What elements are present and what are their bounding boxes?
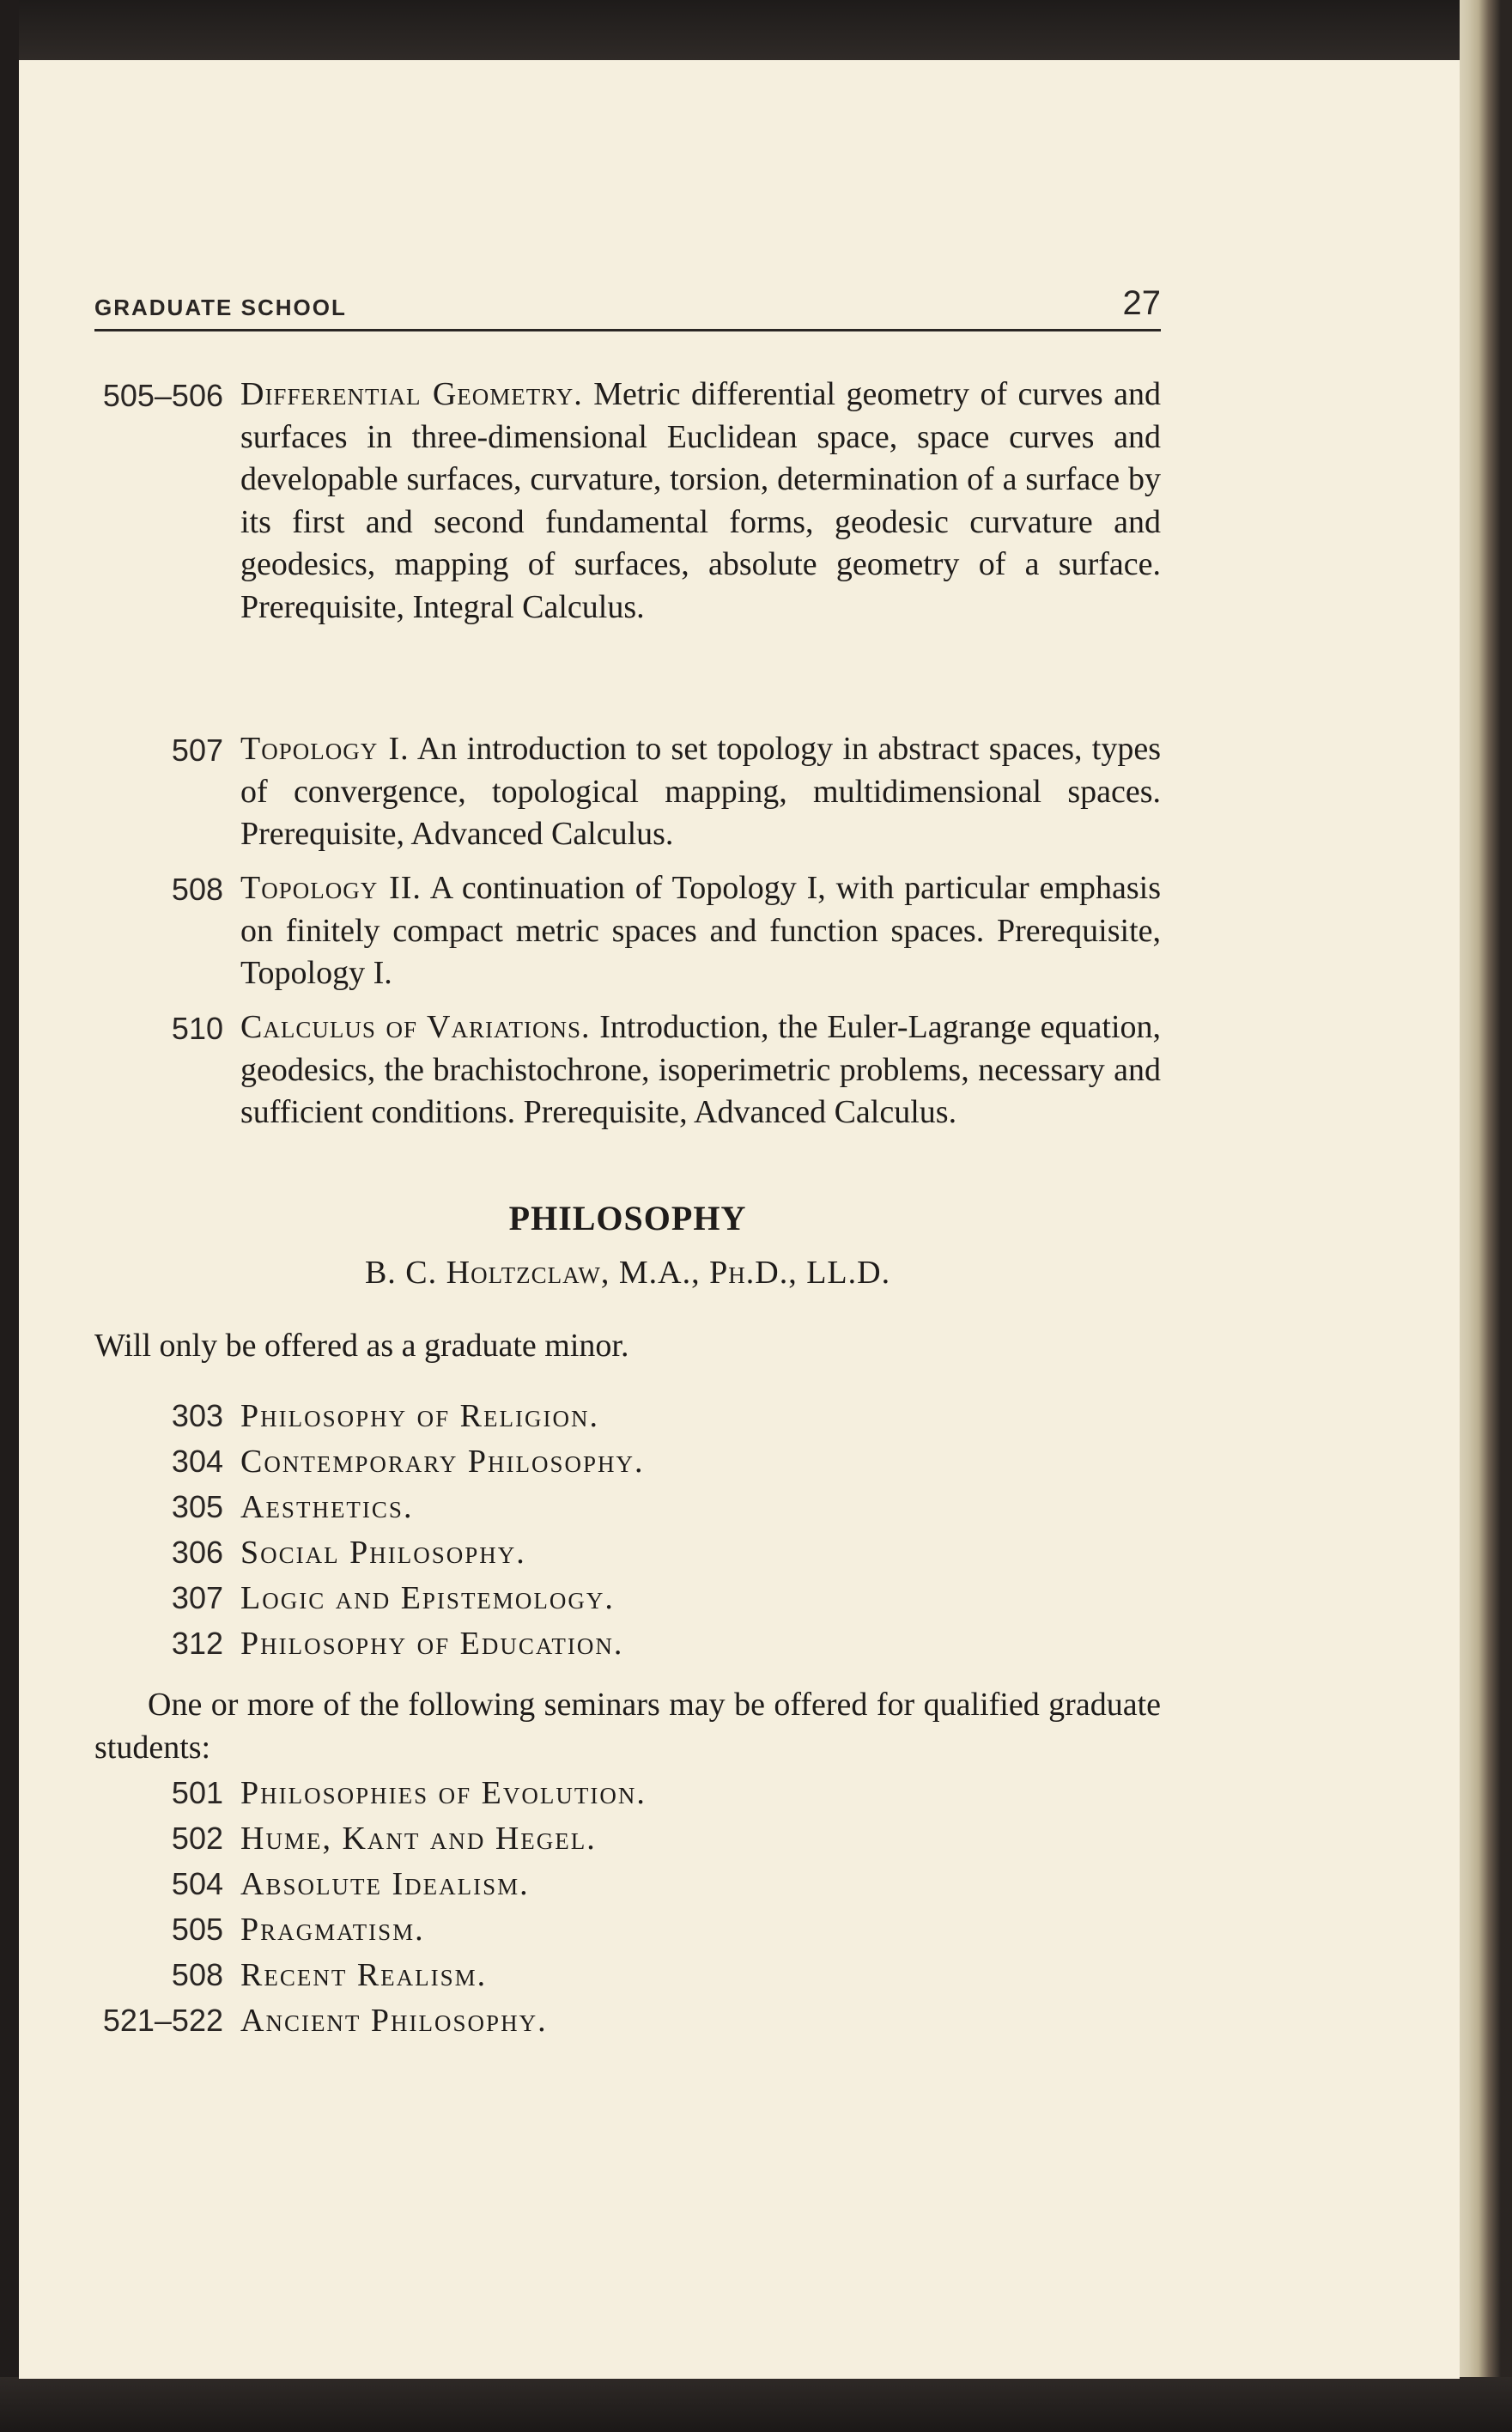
minor-note: Will only be offered as a graduate minor. [94,1328,629,1364]
page-content [19,60,1460,2379]
course-title: Aesthetics. [240,1489,414,1525]
department-heading: PHILOSOPHY [508,1199,747,1237]
seminar-intro: One or more of the following seminars may be offered for qualified graduate students: [94,1687,1161,1766]
section-title: GRADUATE SCHOOL [94,295,347,320]
faculty-name: B. C. Holtzclaw, M.A., Ph.D., LL.D. [364,1255,891,1291]
seminar-course [94,1818,1161,1859]
course-title: Philosophy of Education. [240,1626,624,1662]
course-title: Calculus of Variations. [240,1009,591,1045]
course-title: Differential Geometry. [240,376,583,412]
philosophy-course [94,1395,1161,1437]
course-description: Introduction, the Euler-Lagrange equation, geodesics, the brachistochrone, isoperimetric problems, necessary and sufficient conditions. Prerequisite, Advanced Calculus. [240,1009,1162,1130]
course-number: 312 [171,1626,223,1661]
course-title: Logic and Epistemology. [240,1580,615,1616]
course-number: 508 [171,1957,223,1992]
course-description-block [240,867,1161,995]
course-number: 501 [171,1775,223,1810]
course-number: 510 [171,1011,223,1046]
course-description-block [240,1006,1161,1134]
course-description: A continuation of Topology I, with particular emphasis on finitely compact metric spaces and function spaces. Prerequisite, Topology I. [240,870,1161,991]
course-number: 303 [171,1398,223,1433]
course-title: Topology II. [240,870,422,906]
seminar-course [94,2000,1161,2041]
course-title: Absolute Idealism. [240,1866,530,1902]
philosophy-course [94,1578,1161,1619]
course-number: 508 [171,872,223,907]
seminar-course [94,1955,1161,1996]
course-title: Hume, Kant and Hegel. [240,1821,597,1857]
course-title: Topology I. [240,731,410,767]
course-number: 507 [171,733,223,768]
header-rule [94,329,1161,331]
course-title: Social Philosophy. [240,1535,526,1571]
course-number: 505 [171,1912,223,1947]
course-description-block [240,374,1161,629]
course-number: 307 [171,1580,223,1615]
running-header [94,284,1161,332]
seminar-course [94,1864,1161,1905]
course-title: Philosophies of Evolution. [240,1775,647,1811]
course-title: Contemporary Philosophy. [240,1444,645,1480]
book-cover-top [0,0,1512,60]
course-number: 504 [171,1866,223,1901]
course-description: Metric differential geometry of curves and surfaces in three-dimensional Euclidean space, space curves and developable surfaces, curvature, torsion, determination of a surface by its first and second fundamental forms, geodesic curvature and geodesics, mapping of surfaces, absolute geometry of a surface. Prerequisite, Integral Calculus. [240,376,1161,625]
philosophy-course [94,1441,1161,1482]
philosophy-course [94,1487,1161,1528]
seminar-course [94,1772,1161,1814]
course-number: 521–522 [102,2003,223,2038]
book-page [19,60,1460,2379]
course-number: 502 [171,1821,223,1856]
course-number: 306 [171,1535,223,1570]
course-description: An introduction to set topology in abstract spaces, types of convergence, topological mapping, multidimensional spaces. Prerequisite, Advanced Calculus. [240,731,1161,852]
course-number: 304 [171,1444,223,1479]
course-title: Recent Realism. [240,1957,488,1993]
course-description-block [240,728,1161,856]
book-cover-bottom [0,2377,1512,2432]
philosophy-course [94,1532,1161,1573]
book-cover-left [0,0,19,2432]
seminar-course [94,1909,1161,1950]
page-number: 27 [1122,284,1161,322]
course-number: 505–506 [102,378,223,413]
page-edges [1460,0,1512,2432]
philosophy-course [94,1623,1161,1664]
course-number: 305 [171,1489,223,1524]
course-title: Ancient Philosophy. [240,2003,548,2039]
course-title: Philosophy of Religion. [240,1398,599,1434]
course-title: Pragmatism. [240,1912,425,1948]
